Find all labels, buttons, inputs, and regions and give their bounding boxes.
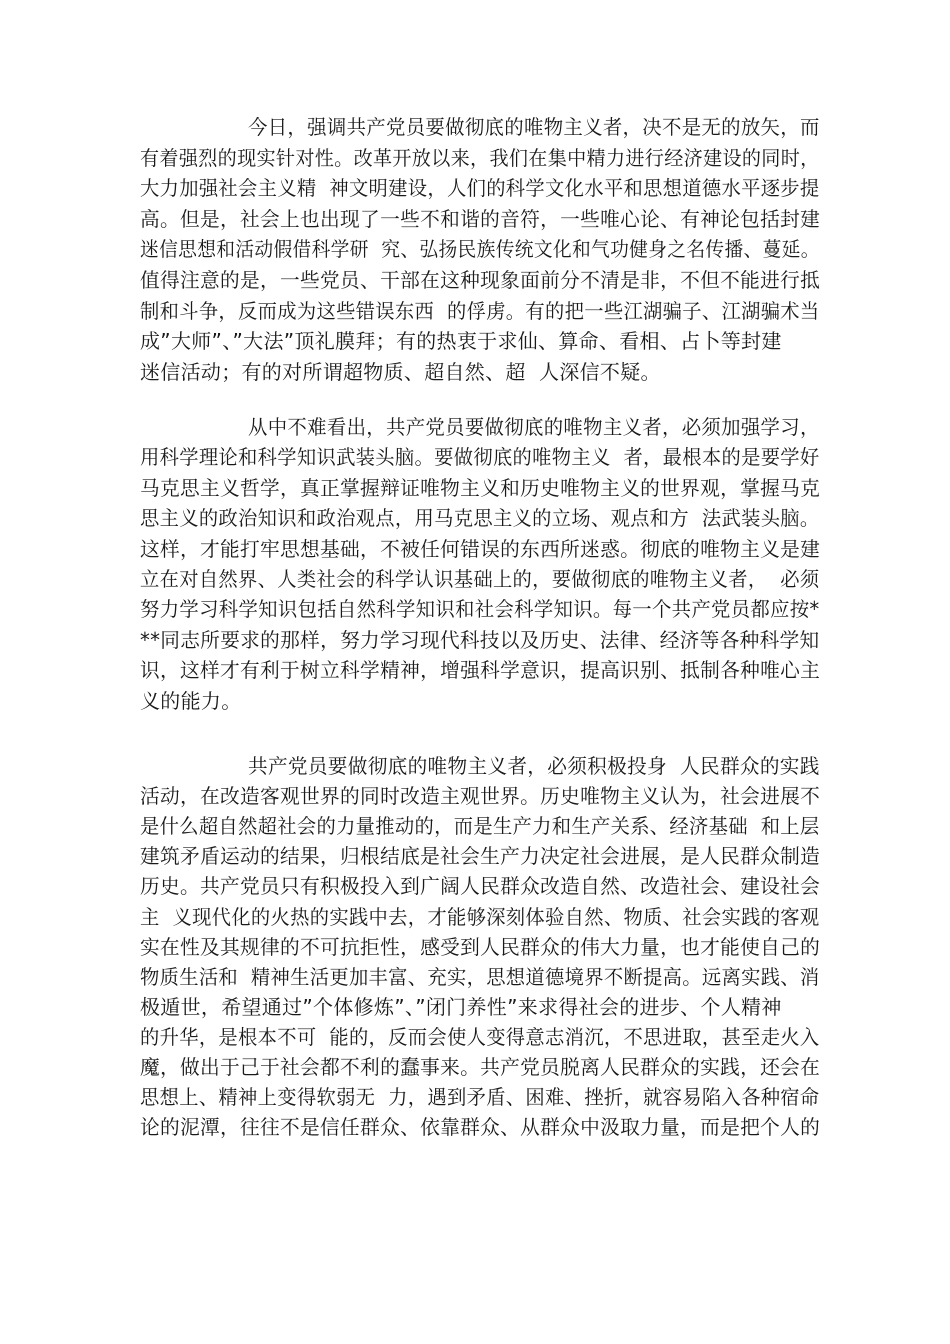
text-line: 用科学理论和科学知识武装头脑。要做彻底的唯物主义 者，最根本的是要学好 bbox=[140, 445, 820, 470]
text-line: 是什么超自然超社会的力量推动的，而是生产力和生产关系、经济基础 和上层 bbox=[140, 814, 820, 839]
text-line: 今日，强调共产党员要做彻底的唯物主义者，决不是无的放矢，而 bbox=[248, 115, 820, 139]
text-line: 迷信活动；有的对所谓超物质、超自然、超 人深信不疑。 bbox=[140, 359, 661, 384]
text-line: 马克思主义哲学，真正掌握辩证唯物主义和历史唯物主义的世界观，掌握马克 bbox=[140, 475, 821, 500]
text-line: 迷信思想和活动假借科学研 究、弘扬民族传统文化和气功健身之名传播、蔓延。 bbox=[140, 237, 820, 262]
text-line: 实在性及其规律的不可抗拒性，感受到人民群众的伟大力量，也才能使自己的 bbox=[140, 934, 821, 959]
text-line: 有着强烈的现实针对性。改革开放以来，我们在集中精力进行经济建设的同时， bbox=[140, 145, 820, 170]
text-line: 极遁世，希望通过”个体修炼”、”闭门养性”来求得社会的进步、个人精神 bbox=[140, 994, 782, 1019]
text-line: 值得注意的是，一些党员、干部在这种现象面前分不清是非，不但不能进行抵 bbox=[140, 268, 821, 292]
text-line: 识，这样才有利于树立科学精神，增强科学意识，提高识别、抵制各种唯心主 bbox=[140, 658, 821, 683]
text-line: 共产党员要做彻底的唯物主义者，必须积极投身 人民群众的实践 bbox=[248, 754, 820, 778]
text-line: 制和斗争，反而成为这些错误东西 的俘虏。有的把一些江湖骗子、江湖骗术当 bbox=[140, 298, 820, 323]
text-line: 从中不难看出，共产党员要做彻底的唯物主义者，必须加强学习， bbox=[248, 415, 820, 439]
text-line: 主 义现代化的火热的实践中去，才能够深刻体验自然、物质、社会实践的客观 bbox=[140, 904, 820, 929]
text-line: 论的泥潭，往往不是信任群众、依靠群众、从群众中汲取力量，而是把个人的 bbox=[140, 1115, 821, 1140]
text-line: 思主义的政治知识和政治观点，用马克思主义的立场、观点和方 法武装头脑。 bbox=[140, 506, 820, 531]
text-line: 思想上、精神上变得软弱无 力，遇到矛盾、困难、挫折，就容易陷入各种宿命 bbox=[140, 1085, 820, 1110]
text-line: 成”大师”、”大法”顶礼膜拜；有的热衷于求仙、算命、看相、占卜等封建 bbox=[140, 329, 782, 354]
text-line: 这样，才能打牢思想基础，不被任何错误的东西所迷惑。彻底的唯物主义是建 bbox=[140, 536, 821, 561]
text-line: 高。但是，社会上也出现了一些不和谐的音符，一些唯心论、有神论包括封建 bbox=[140, 206, 821, 231]
text-line: 历史。共产党员只有积极投入到广阔人民群众改造自然、改造社会、建设社会 bbox=[140, 874, 821, 899]
text-line: 物质生活和 精神生活更加丰富、充实，思想道德境界不断提高。远离实践、消 bbox=[140, 964, 820, 989]
text-line: 大力加强社会主义精 神文明建设，人们的科学文化水平和思想道德水平逐步提 bbox=[140, 176, 820, 201]
text-line: 建筑矛盾运动的结果，归根结底是社会生产力决定社会进展，是人民群众制造 bbox=[140, 844, 821, 869]
text-line: 义的能力。 bbox=[140, 688, 242, 713]
text-line: **同志所要求的那样，努力学习现代科技以及历史、法律、经济等各种科学知 bbox=[140, 627, 820, 652]
text-line: 活动，在改造客观世界的同时改造主观世界。历史唯物主义认为，社会进展不 bbox=[140, 784, 821, 809]
text-line: 立在对自然界、人类社会的科学认识基础上的，要做彻底的唯物主义者， 必须 bbox=[140, 567, 820, 591]
text-line: 努力学习科学知识包括自然科学知识和社会科学知识。每一个共产党员都应按* bbox=[140, 597, 820, 622]
text-line: 的升华，是根本不可 能的，反而会使人变得意志消沉，不思进取，甚至走火入 bbox=[140, 1024, 820, 1049]
text-line: 魔，做出于己于社会都不利的蠢事来。共产党员脱离人民群众的实践，还会在 bbox=[140, 1055, 821, 1079]
